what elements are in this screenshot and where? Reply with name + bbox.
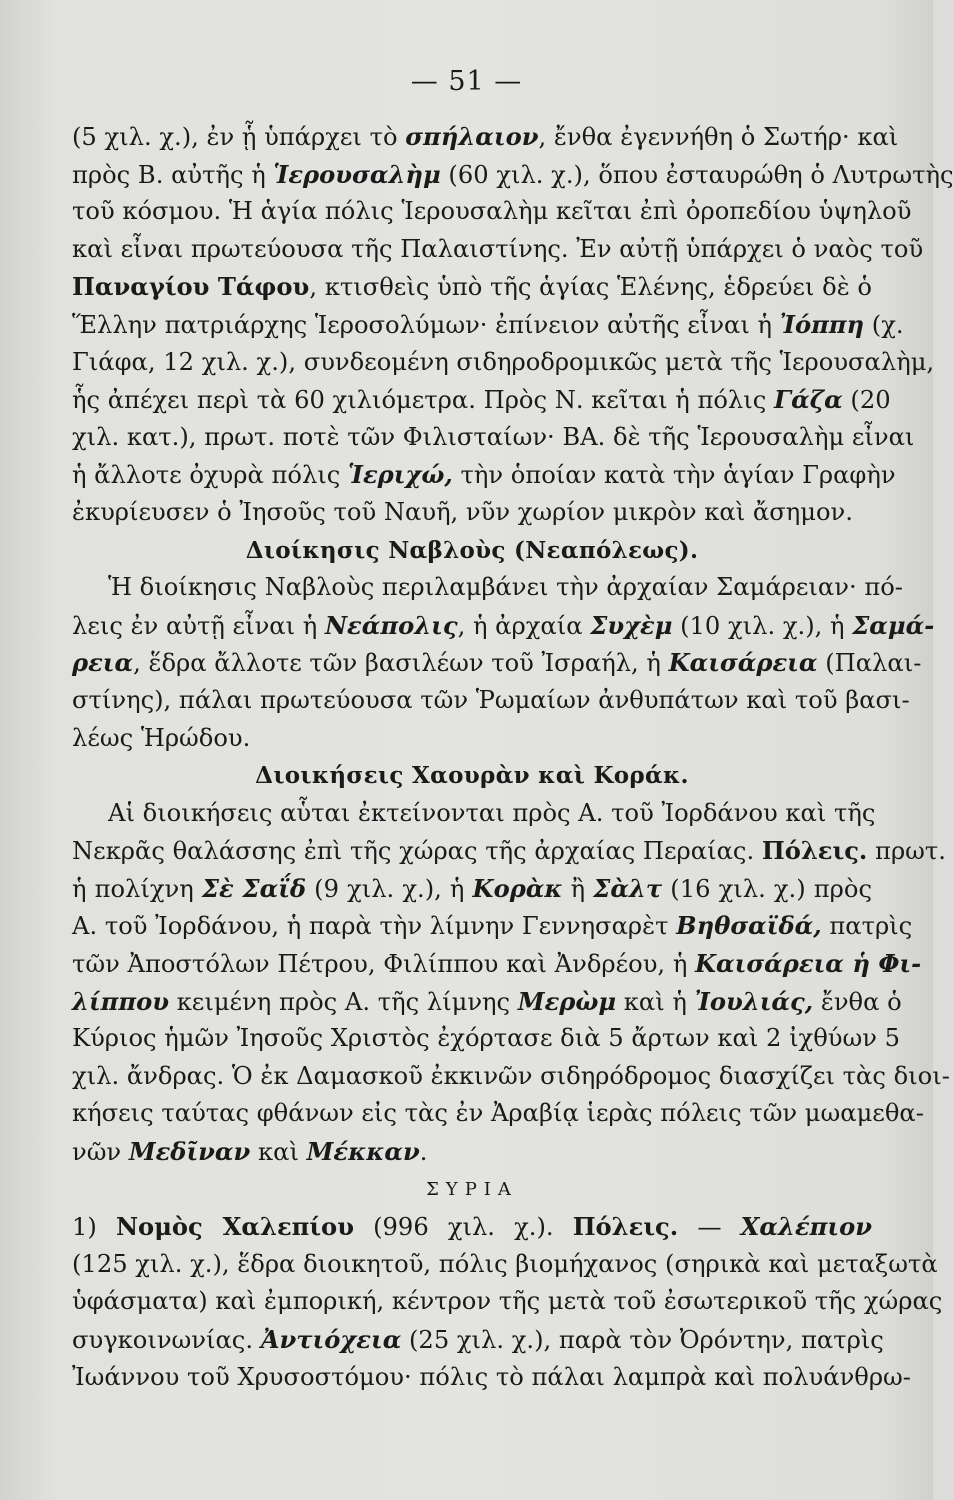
emphasized-term: Σὲ Σαΐδ	[201, 873, 307, 903]
emphasized-term: Νεάπολις	[324, 610, 458, 640]
text-segment: (5 χιλ. χ.), ἐν ᾗ ὑπάρχει τὸ	[72, 123, 406, 151]
page-number: — 51 —	[410, 66, 523, 97]
emphasized-term: λίππου	[72, 986, 169, 1016]
emphasized-term: Βηθσαϊδά,	[676, 911, 822, 941]
text-line	[72, 1095, 924, 1133]
text-line	[72, 1133, 872, 1171]
emphasized-term: Μερὼμ	[517, 986, 617, 1016]
text-segment: (60 χιλ. χ.), ὅπου ἐσταυρώθη ὁ Λυτρωτὴς	[440, 160, 954, 189]
text-line	[72, 607, 935, 645]
text-line	[72, 456, 896, 494]
emphasized-term: Ἰουλιάς,	[694, 986, 814, 1016]
text-line	[72, 870, 872, 908]
emphasized-term: Σαμά-	[852, 610, 935, 640]
text-line	[72, 1208, 872, 1246]
text-segment: Ἡ διοίκησις Ναβλοὺς περιλαμβάνει τὴν ἀρχαίαν Σαμάρειαν· πό-	[108, 573, 903, 602]
text-line	[72, 193, 912, 231]
text-segment: , κτισθεὶς ὑπὸ τῆς ἁγίας Ἑλένης, ἑδρεύει δὲ ὁ	[309, 273, 872, 302]
text-line	[72, 1283, 943, 1321]
text-segment: (9 χιλ. χ.), ἡ	[306, 874, 473, 903]
text-segment: 1)	[72, 1213, 116, 1242]
emphasized-term: Ἰόππη	[779, 309, 865, 339]
emphasized-term: Ἱεριχώ,	[348, 460, 453, 490]
text-segment: Ἕλλην πατριάρχης Ἱεροσολύμων· ἐπίνειον αὐτῆς εἶναι ἡ	[72, 310, 780, 339]
text-line	[72, 419, 915, 457]
text-line	[72, 569, 903, 607]
text-segment: , ἕδρα ἄλλοτε τῶν βασιλέων τοῦ Ἰσραήλ, ἡ	[133, 649, 669, 678]
bold-term: Πόλεις.	[761, 836, 868, 866]
text-segment: καὶ ἡ	[616, 987, 695, 1016]
text-segment: ἔνθα ὁ	[813, 987, 902, 1016]
emphasized-term: Συχὲμ	[590, 610, 673, 640]
text-line	[72, 156, 954, 194]
text-segment: Αἱ διοικήσεις αὗται ἐκτείνονται πρὸς Α. τοῦ Ἰορδάνου καὶ τῆς	[108, 798, 876, 827]
section-heading: ΣΥΡΙΑ	[426, 1178, 518, 1200]
text-segment: (25 χιλ. χ.), παρὰ τὸν Ὀρόντην, πατρὶς	[401, 1326, 884, 1354]
text-line	[72, 1321, 884, 1359]
emphasized-term: Μέκκαν	[306, 1137, 420, 1167]
text-segment: συγκοινωνίας.	[72, 1326, 261, 1354]
text-segment: ἐκυρίευσεν ὁ Ἰησοῦς τοῦ Ναυῆ, νῦν χωρίον μικρὸν καὶ ἄσημον.	[72, 497, 853, 526]
emphasized-term: Καισάρεια	[668, 648, 818, 678]
emphasized-term: σπήλαιον	[405, 122, 539, 151]
text-segment: (16 χιλ. χ.) πρὸς	[662, 874, 873, 903]
text-segment: , ἔνθα ἐγεννήθη ὁ Σωτήρ· καὶ	[538, 123, 899, 151]
text-line	[72, 1020, 900, 1058]
text-line	[72, 268, 872, 306]
text-segment: χιλ. ἄνδρας. Ὁ ἐκ Δαμασκοῦ ἐκκινῶν σιδηρόδρομος διασχίζει τὰς διοι-	[72, 1061, 950, 1090]
emphasized-term: Ἀντιόχεια	[260, 1325, 402, 1354]
emphasized-term: Κορὰκ	[472, 873, 563, 903]
section-heading: Διοίκησις Ναβλοὺς (Νεαπόλεως).	[245, 536, 699, 564]
emphasized-term: Καισάρεια ἡ Φι-	[695, 949, 922, 979]
bold-term: Πόλεις.	[572, 1212, 679, 1242]
text-segment: ἡ πολίχνη	[72, 874, 202, 903]
text-line	[72, 795, 876, 833]
text-line	[72, 945, 922, 983]
text-line	[72, 832, 946, 870]
text-line	[72, 682, 910, 720]
text-line	[72, 231, 924, 269]
text-segment: πατρὶς	[821, 912, 913, 941]
text-segment: (996 χιλ. χ.).	[353, 1213, 573, 1242]
text-segment: ἡ ἄλλοτε ὀχυρὰ πόλις	[72, 461, 349, 490]
emphasized-term: Γάζα	[773, 385, 843, 415]
text-segment: Α. τοῦ Ἰορδάνου, ἡ παρὰ τὴν λίμνην Γεννησαρὲτ	[72, 912, 677, 941]
section-heading: Διοικήσεις Χαουρὰν καὶ Κοράκ.	[255, 762, 689, 790]
page-body	[72, 118, 954, 1396]
text-segment: κειμένη πρὸς Α. τῆς λίμνης	[169, 987, 518, 1016]
text-line	[72, 306, 904, 344]
text-segment: ὑφάσματα) καὶ ἐμπορική, κέντρον τῆς μετὰ τοῦ ἐσωτερικοῦ τῆς χώρας	[72, 1287, 943, 1316]
text-segment: τοῦ κόσμου. Ἡ ἁγία πόλις Ἱερουσαλὴμ κεῖται ἐπὶ ὀροπεδίου ὑψηλοῦ	[72, 197, 912, 226]
text-segment: νῶν	[72, 1138, 129, 1167]
text-line	[72, 118, 899, 156]
bold-term: Νομὸς Χαλεπίου	[115, 1212, 354, 1242]
text-line	[72, 1058, 950, 1096]
text-segment: πρωτ.	[867, 837, 946, 866]
text-line	[72, 1246, 938, 1284]
text-segment: πρὸς Β. αὐτῆς ἡ	[72, 160, 274, 189]
emphasized-term: Χαλέπιον	[740, 1212, 873, 1242]
text-segment: (Παλαι-	[817, 649, 922, 678]
text-segment: καὶ εἶναι πρωτεύουσα τῆς Παλαιστίνης. Ἐν αὐτῇ ὑπάρχει ὁ ναὸς τοῦ	[72, 234, 924, 263]
text-line	[72, 1359, 911, 1397]
text-line	[72, 720, 872, 758]
bold-term: Παναγίου Τάφου	[72, 272, 310, 302]
text-line	[72, 381, 891, 419]
text-segment: Ἰωάννου τοῦ Χρυσοστόμου· πόλις τὸ πάλαι λαμπρὰ καὶ πολυάνθρω-	[72, 1362, 911, 1391]
text-segment: (20	[842, 386, 891, 415]
text-segment: στίνης), πάλαι πρωτεύουσα τῶν Ῥωμαίων ἀνθυπάτων καὶ τοῦ βασι-	[72, 685, 910, 714]
emphasized-term: Μεδῖναν	[128, 1137, 251, 1167]
text-segment: , ἡ ἀρχαία	[457, 611, 591, 640]
text-segment: λεις ἐν αὐτῇ εἶναι ἡ	[72, 611, 325, 640]
text-line	[72, 494, 872, 532]
text-segment: καὶ	[250, 1138, 307, 1167]
text-segment: (10 χιλ. χ.), ἡ	[672, 611, 853, 640]
text-segment: .	[419, 1138, 428, 1167]
text-line	[72, 344, 935, 382]
text-segment: τὴν ὁποίαν κατὰ τὴν ἁγίαν Γραφὴν	[452, 461, 896, 490]
text-segment: ἢ	[562, 874, 594, 903]
text-segment: ἧς ἀπέχει περὶ τὰ 60 χιλιόμετρα. Πρὸς Ν. κεῖται ἡ πόλις	[72, 386, 774, 415]
text-segment: χιλ. κατ.), πρωτ. ποτὲ τῶν Φιλισταίων· ΒΑ. δὲ τῆς Ἱερουσαλὴμ εἶναι	[72, 422, 915, 451]
emphasized-term: ρεια	[72, 648, 134, 678]
text-segment: —	[678, 1213, 741, 1242]
emphasized-term: Ἱερουσαλὴμ	[273, 159, 441, 189]
text-segment: τῶν Ἀποστόλων Πέτρου, Φιλίππου καὶ Ἀνδρέου, ἡ	[72, 950, 695, 979]
text-segment: Γιάφα, 12 χιλ. χ.), συνδεομένη σιδηροδρομικῶς μετὰ τῆς Ἱερουσαλὴμ,	[72, 347, 935, 376]
text-line	[72, 644, 922, 682]
text-segment: (125 χιλ. χ.), ἕδρα διοικητοῦ, πόλις βιομήχανος (σηρικὰ καὶ μεταξωτὰ	[72, 1249, 938, 1278]
text-line	[72, 983, 902, 1021]
text-segment: λέως Ἡρώδου.	[72, 723, 251, 752]
text-line	[72, 907, 913, 945]
text-segment: κήσεις ταύτας φθάνων εἰς τὰς ἐν Ἀραβίᾳ ἱερὰς πόλεις τῶν μωαμεθα-	[72, 1099, 924, 1128]
text-segment: Νεκρᾶς θαλάσσης ἐπὶ τῆς χώρας τῆς ἀρχαίας Περαίας.	[72, 837, 762, 866]
text-segment: Κύριος ἡμῶν Ἰησοῦς Χριστὸς ἐχόρτασε διὰ 5 ἄρτων καὶ 2 ἰχθύων 5	[72, 1024, 900, 1053]
emphasized-term: Σὰλτ	[593, 873, 663, 903]
text-segment: (χ.	[864, 310, 904, 339]
